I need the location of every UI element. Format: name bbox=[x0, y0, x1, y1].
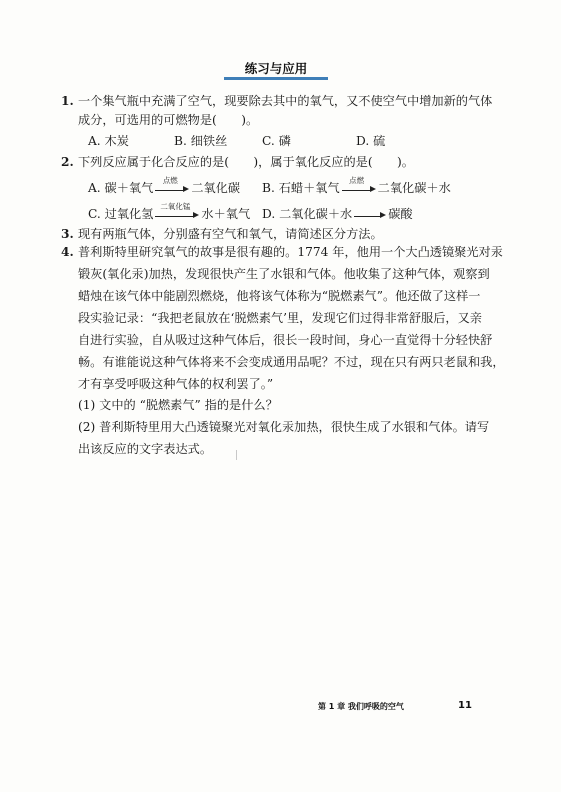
reaction-arrow bbox=[155, 175, 185, 191]
reaction-arrow bbox=[354, 213, 382, 217]
q2-stem: 下列反应属于化合反应的是( )，属于氧化反应的是( )。 bbox=[78, 155, 414, 169]
page-number: 11 bbox=[458, 700, 472, 711]
q2-a-reactants: A. 碳＋氧气 bbox=[88, 181, 154, 195]
q1-option-c: C. 磷 bbox=[262, 134, 291, 148]
q2-b-product: 二氧化碳＋水 bbox=[377, 181, 451, 195]
q2-b-condition: 点燃 bbox=[349, 175, 365, 185]
q2-number: 2. bbox=[61, 155, 74, 169]
reaction-arrow bbox=[342, 175, 372, 191]
q1-number: 1. bbox=[61, 94, 74, 108]
q2-a-product: 二氧化碳 bbox=[191, 181, 241, 195]
q1-option-b: B. 细铁丝 bbox=[174, 134, 228, 148]
chapter-footer: 第 1 章 我们呼吸的空气 bbox=[318, 702, 404, 711]
reaction-arrow bbox=[155, 201, 195, 217]
q4-line: 畅。有谁能说这种气体将来不会变成通用品呢？不过，现在只有两只老鼠和我， bbox=[78, 355, 505, 369]
q3-number: 3. bbox=[61, 227, 74, 241]
q1-option-d: D. 硫 bbox=[356, 134, 386, 148]
q2-option-c bbox=[88, 201, 251, 222]
q4-line: 段实验记录：“我把老鼠放在‘脱燃素气’里，发现它们过得非常舒服后，又亲 bbox=[78, 311, 482, 325]
section-title: 练习与应用 bbox=[224, 58, 328, 80]
q4-line: 普利斯特里研究氧气的故事是很有趣的。1774 年，他用一个大凸透镜聚光对汞 bbox=[78, 245, 503, 259]
q4-number: 4. bbox=[61, 245, 74, 259]
q4-line: 自进行实验，自从吸过这种气体后，很长一段时间，身心一直觉得十分轻快舒 bbox=[78, 333, 493, 347]
q4-sub-question-1: (1) 文中的 “脱燃素气” 指的是什么？ bbox=[78, 398, 278, 412]
q2-d-reactants: D. 二氧化碳＋水 bbox=[262, 207, 353, 221]
q2-c-condition: 二氧化锰 bbox=[160, 201, 191, 211]
q2-b-reactants: B. 石蜡＋氧气 bbox=[262, 181, 340, 195]
q4-sub-question-2-line1: (2) 普利斯特里用大凸透镜聚光对氧化汞加热，很快生成了水银和气体。请写 bbox=[78, 420, 490, 434]
q2-d-product: 碳酸 bbox=[388, 207, 413, 221]
q1-option-a: A. 木炭 bbox=[88, 134, 129, 148]
q4-line: 蜡烛在该气体中能剧烈燃烧，他将该气体称为“脱燃素气”。他还做了这样一 bbox=[78, 289, 481, 303]
q2-option-d bbox=[262, 206, 413, 222]
q1-line2: 成分，可选用的可燃物是( )。 bbox=[78, 113, 259, 127]
q2-c-reactants: C. 过氧化氢 bbox=[88, 207, 154, 221]
q2-option-b bbox=[262, 175, 451, 196]
q3-text: 现有两瓶气体，分别盛有空气和氧气，请简述区分方法。 bbox=[78, 227, 383, 241]
q2-a-condition: 点燃 bbox=[162, 175, 178, 185]
q1-line1: 一个集气瓶中充满了空气，现要除去其中的氧气，又不使空气中增加新的气体 bbox=[78, 94, 493, 108]
scan-mark bbox=[236, 450, 237, 460]
q4-line: 才有享受呼吸这种气体的权利罢了。” bbox=[78, 377, 274, 391]
q4-line: 锻灰(氧化汞)加热，发现很快产生了水银和气体。他收集了这种气体，观察到 bbox=[78, 267, 490, 281]
q2-option-a bbox=[88, 175, 241, 196]
q2-c-product: 水＋氧气 bbox=[201, 207, 251, 221]
q4-sub-question-2-line2: 出该反应的文字表达式。 bbox=[78, 442, 213, 456]
